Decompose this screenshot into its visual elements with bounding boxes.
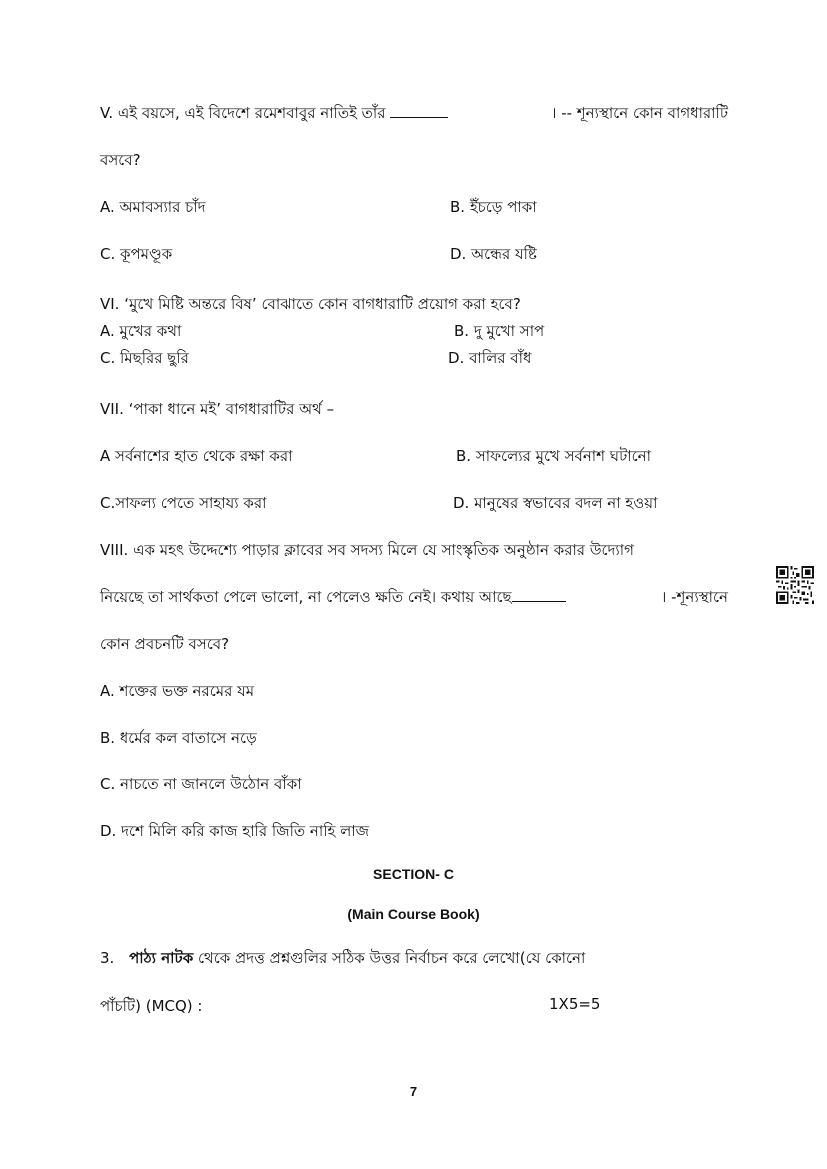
qr-code-icon	[776, 566, 814, 604]
q3-bold-text: পাঠ্য নাটক	[129, 949, 194, 967]
q5-option-c: C. কূপমণ্ডূক	[100, 245, 173, 263]
q5-option-d: D. অন্ধের যষ্টি	[450, 245, 537, 263]
q7-stem: VII. ‘পাকা ধানে মই’ বাগধারাটির অর্থ –	[100, 400, 335, 418]
q6-option-b: B. দু মুখো সাপ	[454, 322, 545, 340]
q5-stem-line2: বসবে?	[100, 151, 141, 169]
q3-marks: 1X5=5	[549, 995, 601, 1013]
q7-option-a: A সর্বনাশের হাত থেকে রক্ষা করা	[100, 447, 293, 465]
q6-option-d: D. বালির বাঁধ	[448, 349, 532, 367]
section-title: SECTION- C	[373, 866, 454, 882]
page-number: 7	[409, 1084, 418, 1099]
q5-stem-line1	[100, 102, 728, 127]
q5-stem-part2: । -- শূন্যস্থানে কোন বাগধারাটি	[551, 104, 728, 122]
q3-stem-line2: পাঁচটি) (MCQ) :	[100, 997, 203, 1015]
q8-stem-line2	[100, 586, 728, 611]
q3-number: 3.	[100, 949, 115, 967]
q8-stem-line1: VIII. এক মহৎ উদ্দেশ্যে পাড়ার ক্লাবের সব সদস্য মিলে যে সাংস্কৃতিক অনুষ্ঠান করার উদ্যোগ	[100, 541, 634, 559]
q5-option-a: A. অমাবস্যার চাঁদ	[100, 198, 206, 216]
q5-stem-part1: V. এই বয়সে, এই বিদেশে রমেশবাবুর নাতিই তাঁর	[100, 102, 448, 127]
q8-option-a: A. শক্তের ভক্ত নরমের যম	[100, 682, 255, 700]
q7-option-c: C.সাফল্য পেতে সাহায্য করা	[100, 494, 267, 512]
q6-option-c: C. মিছরির ছুরি	[100, 349, 189, 367]
q3-stem-line1	[100, 947, 728, 972]
q8-stem-part2: । -শূন্যস্থানে	[661, 588, 728, 606]
q5-option-b: B. ইঁচড়ে পাকা	[450, 198, 537, 216]
q8-stem-line3: কোন প্রবচনটি বসবে?	[100, 635, 230, 653]
q8-blank	[512, 587, 566, 602]
q7-option-d: D. মানুষের স্বভাবের বদল না হওয়া	[453, 494, 658, 512]
q8-option-c: C. নাচতে না জানলে উঠোন বাঁকা	[100, 775, 302, 793]
q6-option-a: A. মুখের কথা	[100, 322, 182, 340]
section-subtitle: (Main Course Book)	[347, 906, 480, 922]
q8-stem-part1: নিয়েছে তা সার্থকতা পেলে ভালো, না পেলেও ক্ষতি নেই। কথায় আছে	[100, 586, 566, 611]
q8-option-d: D. দশে মিলি করি কাজ হারি জিতি নাহি লাজ	[100, 822, 370, 840]
q8-option-b: B. ধর্মের কল বাতাসে নড়ে	[100, 729, 257, 747]
q6-stem: VI. ‘মুখে মিষ্টি অন্তরে বিষ’ বোঝাতে কোন বাগধারাটি প্রয়োগ করা হবে?	[100, 295, 521, 313]
q5-blank	[390, 103, 448, 118]
q3-stem-rest: থেকে প্রদত্ত প্রশ্নগুলির সঠিক উত্তর নির্বাচন করে লেখো(যে কোনো	[197, 949, 586, 967]
q7-option-b: B. সাফল্যের মুখে সর্বনাশ ঘটানো	[456, 447, 651, 465]
